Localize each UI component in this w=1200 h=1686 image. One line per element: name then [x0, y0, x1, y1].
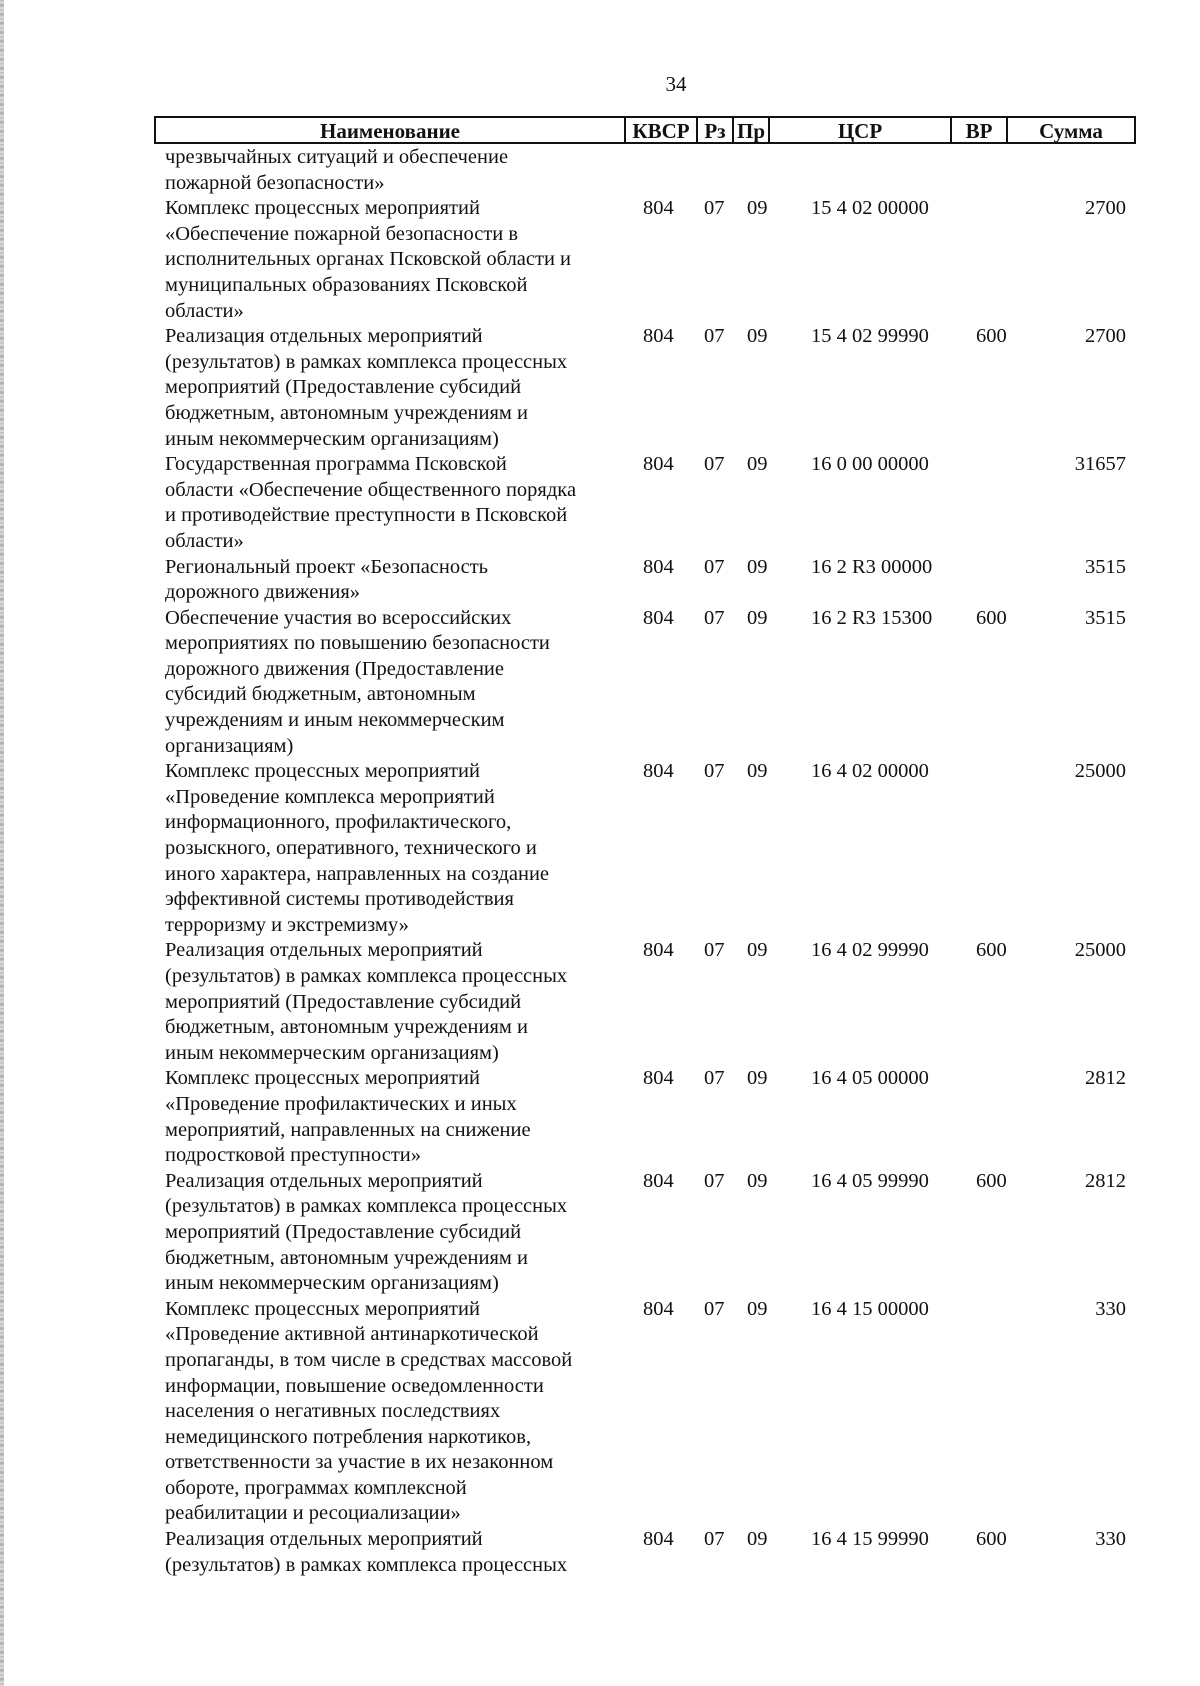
row-csr: 16 0 00 00000	[811, 453, 929, 476]
row-name: Комплекс процессных мероприятий «Проведение профилактических и иных мероприятий, направленных на снижение подростковой преступности»	[165, 1067, 531, 1167]
row-csr: 16 2 R3 15300	[811, 606, 933, 629]
table-row	[0, 555, 1200, 606]
row-vr: 600	[976, 1169, 1007, 1192]
row-name: Реализация отдельных мероприятий (результатов) в рамках комплекса процессных мероприятий (Предоставление субсидий бюджетным, автономным учреждениям и иным некоммерческим организациям)	[165, 325, 568, 450]
row-name: Реализация отдельных мероприятий (результатов) в рамках комплекса процессных мероприятий (Предоставление субсидий бюджетным, автономным учреждениям и иным некоммерческим организациям)	[165, 1169, 568, 1295]
row-kvsr: 804	[643, 606, 674, 629]
row-csr: 16 4 15 00000	[811, 1297, 929, 1320]
row-pr: 09	[747, 760, 768, 783]
table-header	[154, 116, 1136, 144]
row-sum: 330	[1095, 1297, 1126, 1320]
row-csr: 16 4 15 99990	[811, 1528, 929, 1551]
row-sum: 31657	[1074, 453, 1126, 476]
row-name: чрезвычайных ситуаций и обеспечение пожарной безопасности»	[165, 146, 509, 194]
row-sum: 25000	[1074, 939, 1126, 962]
row-rz: 07	[704, 1067, 725, 1090]
header-csr: ЦСР	[837, 119, 883, 143]
row-vr: 600	[976, 325, 1007, 348]
row-kvsr: 804	[643, 555, 674, 578]
row-rz: 07	[704, 1528, 725, 1551]
header-name: Наименование	[320, 119, 460, 143]
table-row	[0, 1066, 1200, 1168]
table-row	[0, 1527, 1200, 1578]
row-csr: 16 4 05 00000	[811, 1067, 929, 1090]
row-name: Реализация отдельных мероприятий (результатов) в рамках комплекса процессных	[165, 1528, 568, 1576]
row-rz: 07	[704, 939, 725, 962]
row-pr: 09	[747, 1528, 768, 1551]
row-sum: 2700	[1085, 197, 1126, 220]
row-pr: 09	[747, 606, 768, 629]
table-row	[0, 196, 1200, 324]
row-pr: 09	[747, 325, 768, 348]
row-pr: 09	[747, 939, 768, 962]
row-kvsr: 804	[643, 939, 674, 962]
header-rz: Рз	[704, 119, 726, 143]
row-kvsr: 804	[643, 197, 674, 220]
row-pr: 09	[747, 1067, 768, 1090]
row-sum: 2700	[1085, 325, 1126, 348]
row-pr: 09	[747, 1169, 768, 1192]
row-csr: 15 4 02 99990	[811, 325, 929, 348]
header-vr: ВР	[965, 119, 993, 143]
row-csr: 16 4 05 99990	[811, 1169, 929, 1192]
row-sum: 3515	[1085, 555, 1126, 578]
row-kvsr: 804	[643, 453, 674, 476]
row-kvsr: 804	[643, 325, 674, 348]
table-row	[0, 606, 1200, 760]
row-sum: 2812	[1085, 1067, 1126, 1090]
table-row	[0, 759, 1200, 938]
row-pr: 09	[747, 1297, 768, 1320]
row-kvsr: 804	[643, 1528, 674, 1551]
row-csr: 16 2 R3 00000	[811, 555, 933, 578]
row-kvsr: 804	[643, 1169, 674, 1192]
row-vr: 600	[976, 939, 1007, 962]
row-sum: 330	[1095, 1528, 1126, 1551]
page-number: 34	[665, 72, 687, 96]
row-kvsr: 804	[643, 760, 674, 783]
row-csr: 15 4 02 00000	[811, 197, 929, 220]
row-name: Региональный проект «Безопасность дорожного движения»	[165, 555, 489, 604]
row-rz: 07	[704, 760, 725, 783]
row-pr: 09	[747, 555, 768, 578]
row-kvsr: 804	[643, 1297, 674, 1320]
row-vr: 600	[976, 1528, 1007, 1551]
row-rz: 07	[704, 453, 725, 476]
row-name: Государственная программа Псковской области «Обеспечение общественного порядка и противодействие преступности в Псковской области»	[165, 453, 577, 552]
table-row	[0, 145, 1200, 196]
row-name: Комплекс процессных мероприятий «Проведение активной антинаркотической пропаганды, в том числе в средствах массовой информации, повышение осведомленности населения о негативных последствиях немедицинского потребления наркотиков, ответственности за участие в их незаконном обороте, программах комплексной реабилитации и ресоциализации»	[165, 1297, 573, 1525]
header-sum: Сумма	[1039, 119, 1103, 143]
row-kvsr: 804	[643, 1067, 674, 1090]
row-rz: 07	[704, 1297, 725, 1320]
header-pr: Пр	[736, 119, 765, 143]
table-row	[0, 938, 1200, 1066]
table-row	[0, 324, 1200, 452]
row-pr: 09	[747, 197, 768, 220]
row-name: Комплекс процессных мероприятий «Обеспечение пожарной безопасности в исполнительных органах Псковской области и муниципальных образованиях Псковской области»	[165, 197, 572, 322]
row-sum: 2812	[1085, 1169, 1126, 1192]
row-rz: 07	[704, 1169, 725, 1192]
row-sum: 25000	[1074, 760, 1126, 783]
row-name: Реализация отдельных мероприятий (результатов) в рамках комплекса процессных мероприятий (Предоставление субсидий бюджетным, автономным учреждениям и иным некоммерческим организациям)	[165, 939, 568, 1064]
row-vr: 600	[976, 606, 1007, 629]
row-sum: 3515	[1085, 606, 1126, 629]
row-name: Комплекс процессных мероприятий «Проведение комплекса мероприятий информационного, профилактического, розыскного, оперативного, технического и иного характера, направленных на создание эффективной системы противодействия терроризму и экстремизму»	[165, 760, 550, 936]
table-row	[0, 452, 1200, 554]
table-row	[0, 1297, 1200, 1527]
header-kvsr: КВСР	[632, 119, 690, 143]
row-rz: 07	[704, 606, 725, 629]
row-rz: 07	[704, 197, 725, 220]
row-csr: 16 4 02 99990	[811, 939, 929, 962]
row-name: Обеспечение участия во всероссийских мероприятиях по повышению безопасности дорожного движения (Предоставление субсидий бюджетным, автономным учреждениям и иным некоммерческим организациям)	[165, 606, 550, 757]
row-csr: 16 4 02 00000	[811, 760, 929, 783]
table-row	[0, 1169, 1200, 1297]
row-rz: 07	[704, 555, 725, 578]
table-body	[0, 145, 1200, 1578]
row-pr: 09	[747, 453, 768, 476]
row-rz: 07	[704, 325, 725, 348]
